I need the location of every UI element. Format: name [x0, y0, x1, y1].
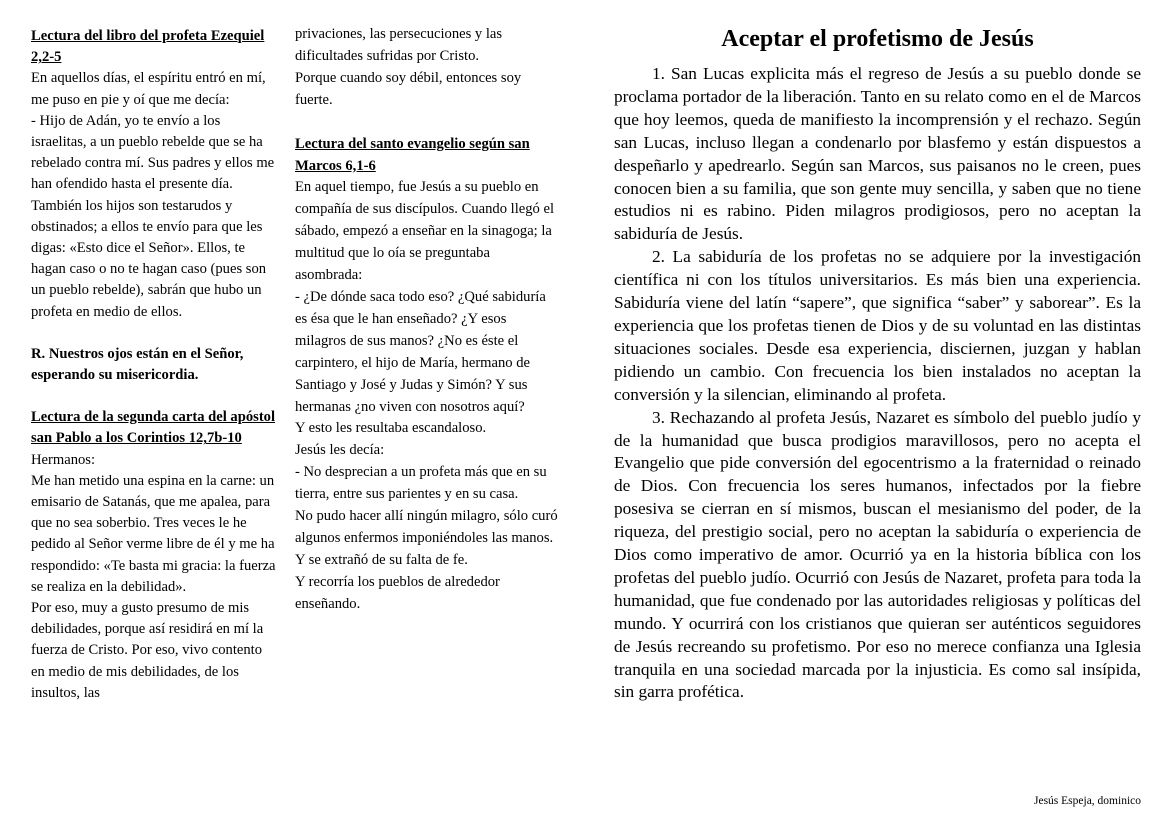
author-signature: Jesús Espeja, dominico [1034, 795, 1141, 807]
reading2-text: Hermanos: [31, 451, 96, 468]
gospel-text: En aquel tiempo, fue Jesús a su pueblo en compañía de sus discípulos. Cuando llegó el sábado, empezó a enseñar en la sinagoga; la multitud que lo oía se preguntaba asombrada: [295, 179, 554, 284]
psalm-response: R. Nuestros ojos están en el Señor, esperando su misericordia. [31, 345, 244, 384]
gospel-text: - ¿De dónde saca todo eso? ¿Qué sabiduría es ésa que le han enseñado? ¿Y esos milagros de sus manos? ¿No es éste el carpintero, el hijo de María, hermano de Santiago y José y Judas y Simón? Y sus hermanas ¿no viven con nosotros aquí? [295, 288, 546, 415]
reading2-text: Por eso, muy a gusto presumo de mis debilidades, porque así residirá en mí la fuerza de Cristo. Por eso, vivo contento en medio de mis debilidades, de los insultos, las [31, 600, 264, 701]
commentary-paragraph: 3. Rechazando al profeta Jesús, Nazaret es símbolo del pueblo judío y de la humanidad que busca prodigios maravillosos, pero no acepta el Evangelio que pide conversión del egocentrismo a la fraternidad o reinado de Dios. Con frecuencia los seres humanos, infectados por la fiebre posesiva se cierran en sí mismos, buscan el mesianismo del poder, de la riqueza, del prestigio social, pero no aceptan la sabiduría o experiencia de Dios como imperativo de amor. Ocurrió ya en la historia bíblica con los profetas del pueblo judío. Ocurrió con Jesús de Nazaret, profeta para toda la humanidad, que fue condenado por las autoridades religiosas y políticas del mundo. Y ocurrirá con los cristianos que quieran ser auténticos seguidores de Jesús recreando su profetismo. Por eso no merece confianza una Iglesia tranquila en una sociedad marcada por la injusticia. Es como sal insípida, sin garra profética. [614, 407, 1141, 702]
reading2-text: Me han metido una espina en la carne: un emisario de Satanás, que me apalea, para que no sea soberbio. Tres veces le he pedido al Señor verme libre de él y me ha respondido: «Te basta mi gracia: la fuerza se realiza en la debilidad». [31, 472, 276, 595]
commentary-paragraph: 2. La sabiduría de los profetas no se adquiere por la investigación científica ni con los títulos universitarios. Es más bien una experiencia. Sabiduría viene del latín “sapere”, que significa “saber” y saborear”. Es la experiencia que los profetas tienen de Dios y de su voluntad en las distintas situaciones sociales. Desde esa experiencia, disciernen, juzgan y hablan pidiendo un cambio. Con frecuencia los bien instalados no aceptan la conversión y la silencian, eliminando al profeta. [614, 247, 1141, 404]
commentary-title: Aceptar el profetismo de Jesús [721, 26, 1034, 52]
gospel-heading: Lectura del santo evangelio según san Marcos 6,1-6 [295, 135, 530, 174]
spacer [31, 323, 279, 344]
gospel-text: Y recorría los pueblos de alrededor enseñando. [295, 573, 500, 612]
gospel-text: - No desprecian a un profeta más que en su tierra, entre sus parientes y en su casa. [295, 464, 547, 503]
spacer [31, 386, 279, 407]
spacer [295, 112, 560, 134]
reading1-text: En aquellos días, el espíritu entró en mí, me puso en pie y oí que me decía: [31, 70, 266, 108]
commentary-column [614, 24, 1141, 704]
reading2-continuation: privaciones, las persecuciones y las dificultades sufridas por Cristo. [295, 26, 503, 64]
reading2-continuation: Porque cuando soy débil, entonces soy fuerte. [295, 69, 522, 108]
commentary-paragraph: 1. San Lucas explicita más el regreso de Jesús a su pueblo donde se proclama portador de la liberación. Tanto en su relato como en el de Marcos que hoy leemos, queda de manifiesto la incomprensión y el rechazo. Según san Lucas, incluso llegan a condenarlo por blasfemo y están dispuestos a despeñarlo y apedrearlo. Según san Marcos, sus paisanos no le creen, pues conocen bien a su familia, que son gente muy sencilla, y saben que no tiene estudios ni es rabino. Piden milagros prodigiosos, pero no aceptan la sabiduría de Jesús. [614, 64, 1141, 244]
readings-column-1 [31, 26, 279, 704]
gospel-text: Jesús les decía: [295, 442, 385, 459]
gospel-text: Y esto les resultaba escandaloso. [295, 420, 487, 437]
gospel-text: No pudo hacer allí ningún milagro, sólo curó algunos enfermos imponiéndoles las manos. Y se extrañó de su falta de fe. [295, 508, 558, 568]
reading1-heading: Lectura del libro del profeta Ezequiel 2,2-5 [31, 28, 265, 66]
reading2-heading: Lectura de la segunda carta del apóstol san Pablo a los Corintios 12,7b-10 [31, 409, 276, 447]
reading1-text: - Hijo de Adán, yo te envío a los israelitas, a un pueblo rebelde que se ha rebelado contra mí. Sus padres y ellos me han ofendido hasta el presente día. También los hijos son testarudos y obstinados; a ellos te envío para que les digas: «Esto dice el Señor». Ellos, te hagan caso o no te hagan caso (pues son un pueblo rebelde), sabrán que hubo un profeta en medio de ellos. [31, 112, 275, 320]
readings-column-2 [295, 24, 560, 616]
